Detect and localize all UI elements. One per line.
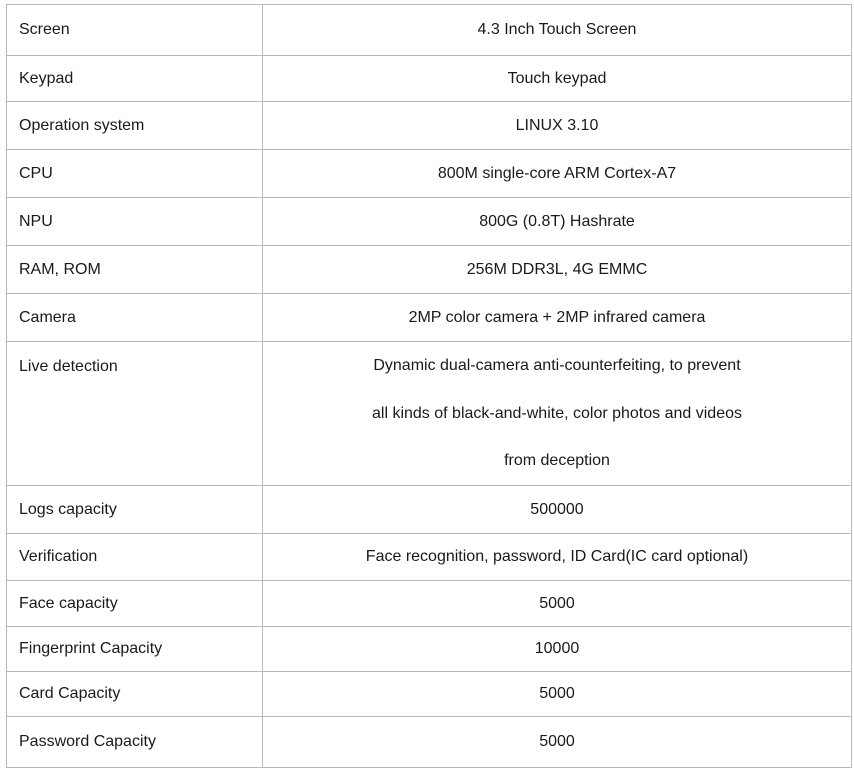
table-row bbox=[7, 717, 852, 768]
spec-label: Live detection bbox=[7, 342, 263, 486]
spec-value: 800G (0.8T) Hashrate bbox=[263, 198, 852, 246]
spec-label: Card Capacity bbox=[7, 672, 263, 717]
table-row bbox=[7, 486, 852, 534]
spec-label: Password Capacity bbox=[7, 717, 263, 768]
spec-label: Fingerprint Capacity bbox=[7, 627, 263, 672]
spec-value: Touch keypad bbox=[263, 56, 852, 102]
table-row bbox=[7, 198, 852, 246]
spec-value: Face recognition, password, ID Card(IC card optional) bbox=[263, 534, 852, 581]
spec-label: Operation system bbox=[7, 102, 263, 150]
spec-label: Verification bbox=[7, 534, 263, 581]
spec-value: 4.3 Inch Touch Screen bbox=[263, 5, 852, 56]
spec-value: 10000 bbox=[263, 627, 852, 672]
spec-value: 500000 bbox=[263, 486, 852, 534]
spec-label: Camera bbox=[7, 294, 263, 342]
spec-value: 2MP color camera + 2MP infrared camera bbox=[263, 294, 852, 342]
spec-label: Keypad bbox=[7, 56, 263, 102]
table-row bbox=[7, 102, 852, 150]
spec-label: Logs capacity bbox=[7, 486, 263, 534]
table-row bbox=[7, 246, 852, 294]
table-row bbox=[7, 150, 852, 198]
spec-value: 5000 bbox=[263, 581, 852, 627]
spec-label: RAM, ROM bbox=[7, 246, 263, 294]
table-row bbox=[7, 294, 852, 342]
spec-label: Face capacity bbox=[7, 581, 263, 627]
spec-label: Screen bbox=[7, 5, 263, 56]
spec-table bbox=[6, 4, 852, 768]
table-row bbox=[7, 534, 852, 581]
spec-value-multiline bbox=[263, 342, 852, 486]
spec-value: 800M single-core ARM Cortex-A7 bbox=[263, 150, 852, 198]
spec-value: LINUX 3.10 bbox=[263, 102, 852, 150]
spec-value-line: Dynamic dual-camera anti-counterfeiting, to prevent bbox=[373, 357, 741, 375]
table-row bbox=[7, 581, 852, 627]
spec-label: NPU bbox=[7, 198, 263, 246]
spec-value-line: from deception bbox=[504, 452, 610, 470]
spec-value-line: all kinds of black-and-white, color photos and videos bbox=[372, 404, 742, 422]
spec-value: 5000 bbox=[263, 717, 852, 768]
table-row bbox=[7, 5, 852, 56]
table-row bbox=[7, 56, 852, 102]
spec-value: 5000 bbox=[263, 672, 852, 717]
table-row bbox=[7, 672, 852, 717]
table-row bbox=[7, 342, 852, 486]
table-row bbox=[7, 627, 852, 672]
spec-value: 256M DDR3L, 4G EMMC bbox=[263, 246, 852, 294]
spec-label: CPU bbox=[7, 150, 263, 198]
